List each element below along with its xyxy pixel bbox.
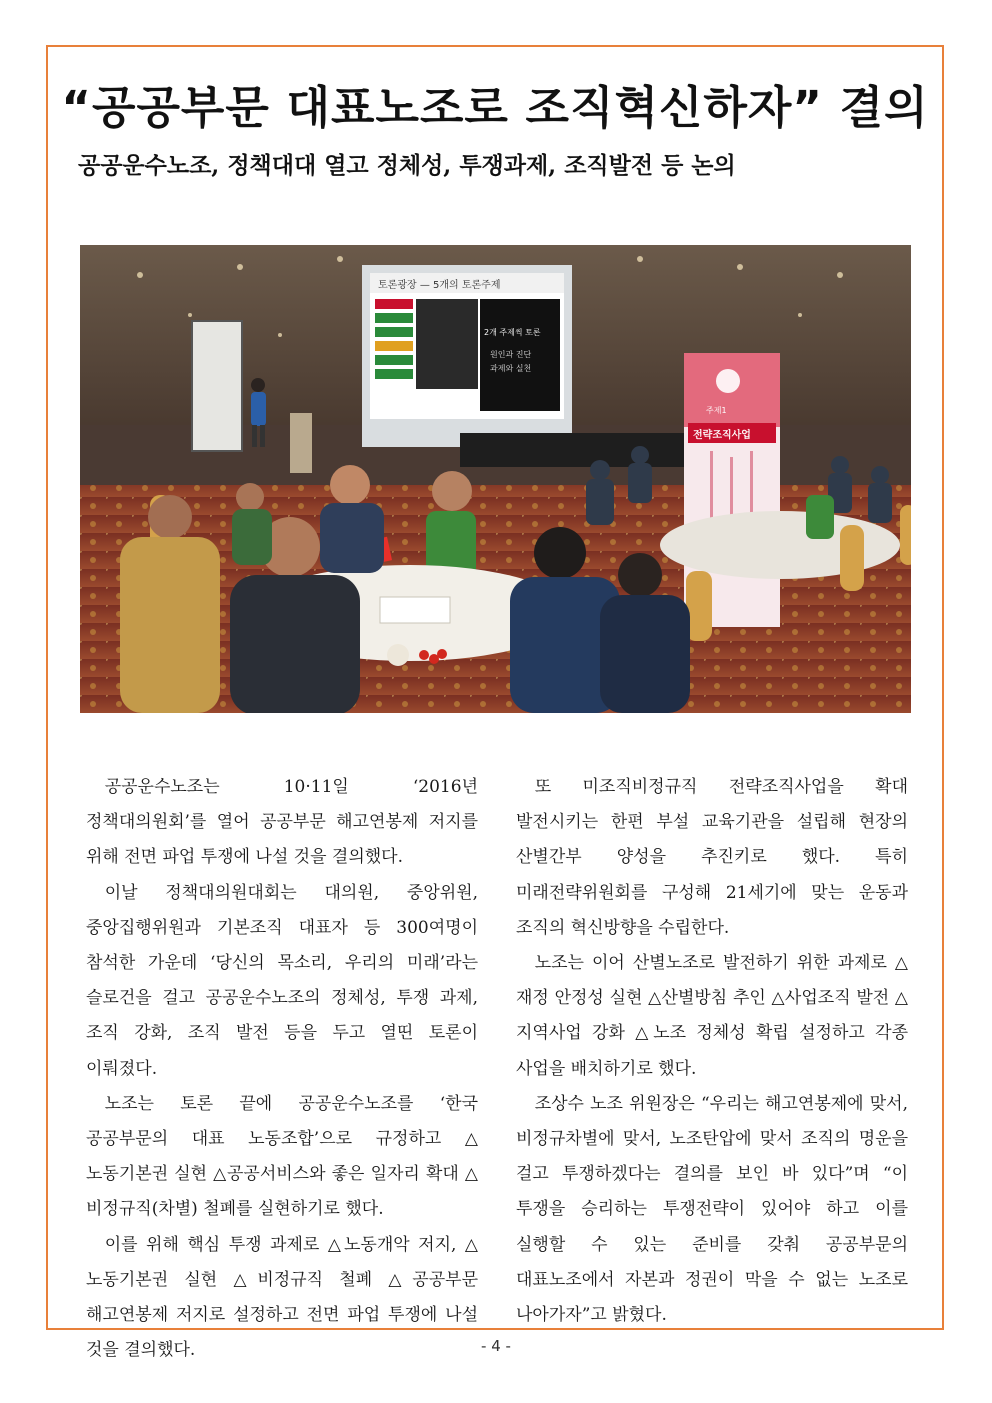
slide-side-line-1: 원인과 진단 [490, 350, 532, 359]
paragraph: 또 미조직비정규직 전략조직사업을 확대 발전시키는 한편 부설 교육기관을 설립해 현장의 산별간부 양성을 추진키로 했다. 특히 미래전략위원회를 구성해 21세기에 맞는 운동과 조직의 혁신방향을 수립한다. [516, 777, 908, 938]
paragraph: 이를 위해 핵심 투쟁 과제로 △노동개악 저지, △노동기본권 실현 △비정규직 철폐 △공공부문 해고연봉제 저지로 설정하고 전면 파업 투쟁에 나설 것을 결의했다. [86, 1234, 478, 1361]
conference-photo [80, 245, 911, 713]
banner-title: 전략조직사업 [693, 430, 751, 441]
slide-side-line-2: 과제와 실천 [490, 364, 532, 373]
headline: “공공부문 대표노조로 조직혁신하자” 결의 [61, 81, 929, 134]
subheadline: 공공운수노조, 정책대대 열고 정체성, 투쟁과제, 조직발전 등 논의 [78, 152, 736, 179]
paragraph: 조상수 노조 위원장은 “우리는 해고연봉제에 맞서, 비정규차별에 맞서, 노조탄압에 맞서 조직의 명운을 걸고 투쟁하겠다는 결의를 보인 바 있다”며 “이 투쟁을 승리하는 투쟁전략이 있어야 하고 이를 실행할 수 있는 준비를 갖춰 공공부문의 대표노조에서 자본과 정권이 막을 수 없는 노조로 나아가자”고 밝혔다. [516, 1093, 908, 1326]
paragraph: 공공운수노조는 10·11일 ‘2016년 정책대의원회’를 열어 공공부문 해고연봉제 저지를 위해 전면 파업 투쟁에 나설 것을 결의했다. [86, 777, 478, 868]
page-frame [46, 45, 944, 1361]
paragraph: 노조는 이어 산별노조로 발전하기 위한 과제로 △재정 안정성 실현 △산별방침 추인 △사업조직 발전 △지역사업 강화 △노조 정체성 확립 설정하고 각종 사업을 배치하기로 했다. [516, 953, 908, 1079]
slide-title: 토론광장 — 5개의 토론주제 [378, 280, 501, 291]
article-column-right [516, 770, 908, 1333]
page-number: - 4 - [481, 1337, 511, 1355]
slide-side-title: 2개 주제씩 토론 [484, 328, 541, 337]
banner-label: 주제1 [706, 406, 727, 415]
article-column-left [86, 770, 478, 1368]
paragraph: 이날 정책대의원대회는 대의원, 중앙위원, 중앙집행위원과 기본조직 대표자 등 300여명이 참석한 가운데 ‘당신의 목소리, 우리의 미래’라는 슬로건을 걸고 공공운수노조의 정체성, 투쟁 과제, 조직 강화, 조직 발전 등을 두고 열띤 토론이 이뤄졌다. [86, 882, 478, 1079]
paragraph: 노조는 토론 끝에 공공운수노조를 ‘한국 공공부문의 대표 노동조합’으로 규정하고 △노동기본권 실현 △공공서비스와 좋은 일자리 확대 △비정규직(차별) 철폐를 실현하기로 했다. [86, 1093, 478, 1220]
